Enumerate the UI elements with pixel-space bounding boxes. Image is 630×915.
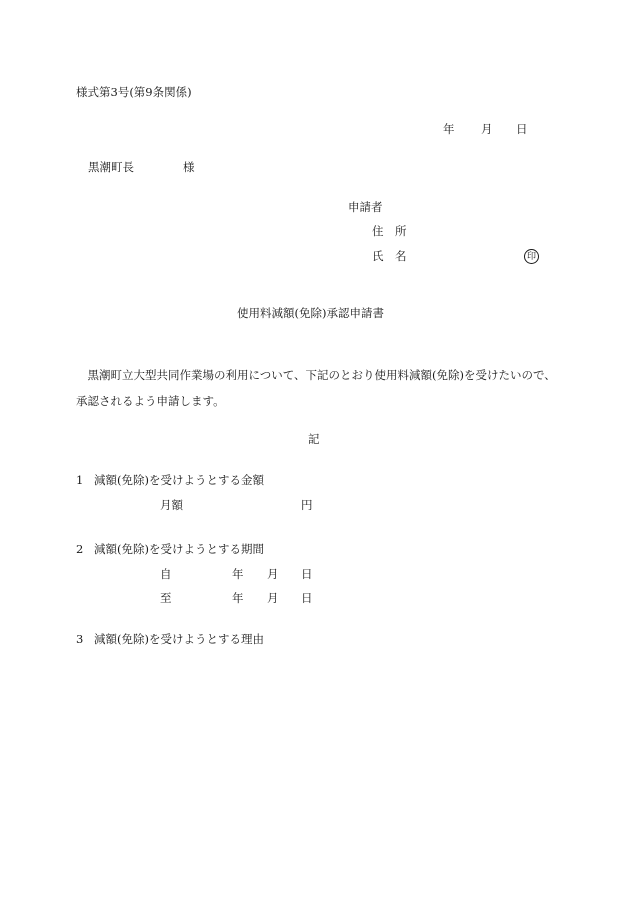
form-number: 様式第3号(第9条関係) [76,85,192,99]
document-title: 使用料減額(免除)承認申請書 [237,306,384,320]
body-paragraph: 黒潮町立大型共同作業場の利用について、下記のとおり使用料減額(免除)を受けたいので、承認されるよう申請します。 [76,368,556,408]
item-2-label: 減額(免除)を受けようとする期間 [94,542,264,556]
period-from-year: 年 [232,567,244,581]
period-to-month: 月 [267,591,279,605]
period-to-label: 至 [160,591,172,605]
period-to-year: 年 [232,591,244,605]
period-from-month: 月 [267,567,279,581]
date-day-label: 日 [516,122,528,136]
period-from-day: 日 [301,567,313,581]
applicant-name-label: 氏 名 [372,249,407,263]
note-heading: 記 [308,432,320,446]
item-3-number: 3 [76,632,84,646]
monthly-amount-label: 月額 [160,498,183,512]
item-1-number: 1 [76,473,84,487]
applicant-address-label: 住 所 [372,224,407,238]
date-month-label: 月 [481,122,493,136]
addressee-name: 黒潮町長 [88,160,134,174]
period-from-label: 自 [160,567,172,581]
seal-mark: 印 [524,249,539,264]
date-year-label: 年 [443,122,455,136]
applicant-heading: 申請者 [348,200,383,214]
addressee-honorific: 様 [183,160,195,174]
yen-label: 円 [301,498,313,512]
period-to-day: 日 [301,591,313,605]
item-2-number: 2 [76,542,84,556]
item-1-label: 減額(免除)を受けようとする金額 [94,473,264,487]
item-3-label: 減額(免除)を受けようとする理由 [94,632,264,646]
